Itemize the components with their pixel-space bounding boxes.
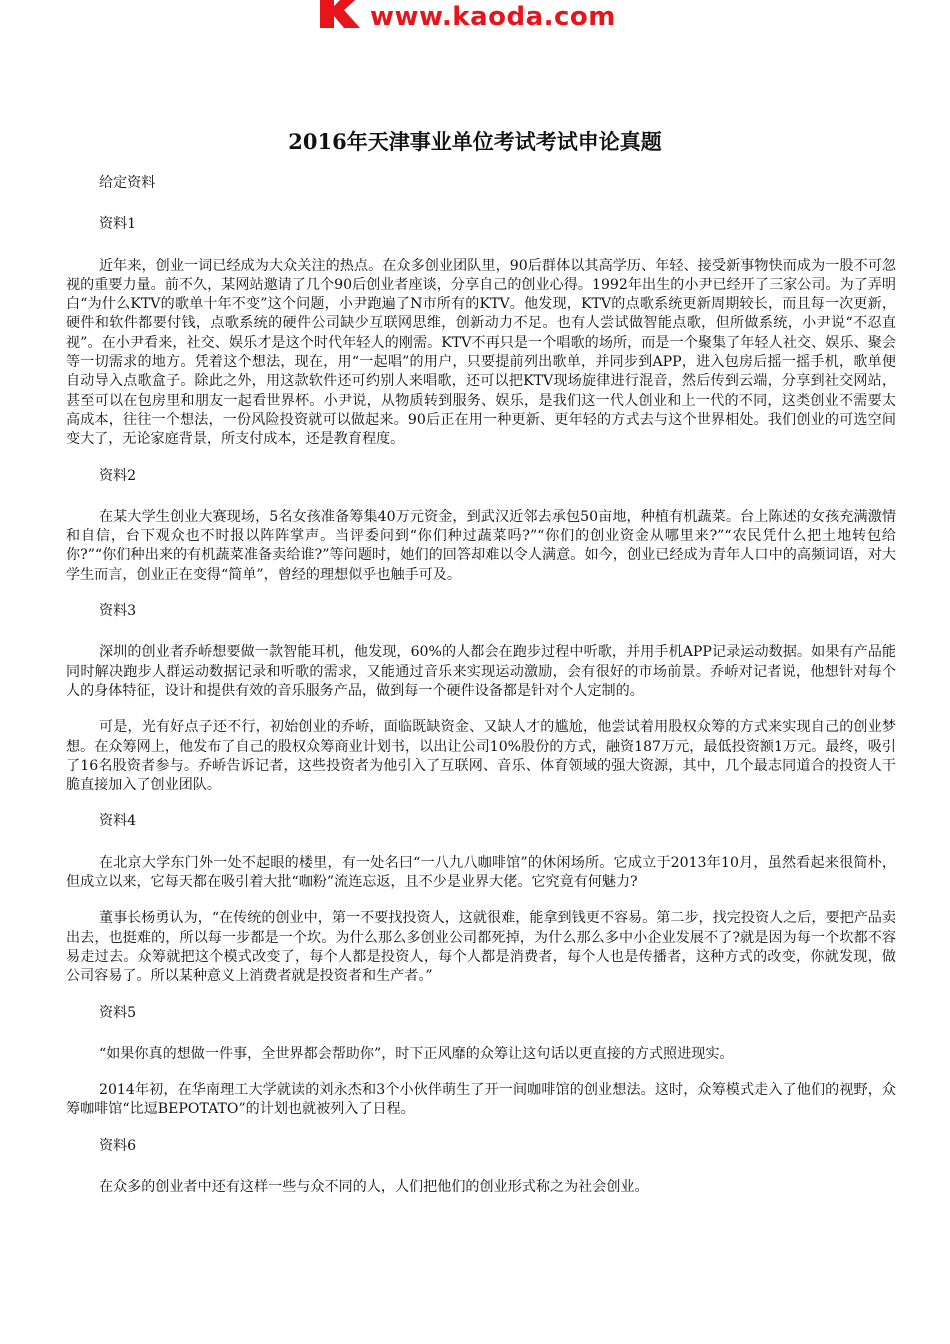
- logo-url-text: www.kaoda.com: [370, 2, 616, 32]
- section-label: 给定资料: [99, 175, 156, 191]
- body-paragraph: 在某大学生创业大赛现场，5名女孩准备筹集40万元资金，到武汉近邻去承包50亩地，种植有机蔬菜。台上陈述的女孩充满激情和自信，台下观众也不时报以阵阵掌声。当评委问到“你们种过蔬菜吗?”“你们的创业资金从哪里来?”“农民凭什么把土地转包给你?”“你们种出来的有机蔬菜准备卖给谁?”等问题时，她们的回答却难以令人满意。如今，创业已经成为青年人口中的高频词语，对大学生而言，创业正在变得“简单”，曾经的理想似乎也触手可及。: [66, 508, 896, 583]
- section-label: 资料4: [99, 813, 137, 830]
- section-label: 资料6: [99, 1137, 137, 1154]
- section-label: 资料2: [99, 467, 137, 484]
- body-paragraph: 在众多的创业者中还有这样一些与众不同的人，人们把他们的创业形式称之为社会创业。: [99, 1178, 649, 1195]
- body-paragraph: 董事长杨勇认为，“在传统的创业中，第一不要找投资人，这就很难，能拿到钱更不容易。第二步，找完投资人之后，要把产品卖出去，也挺难的，所以每一步都是一个坎。为什么那么多创业公司都死掉，为什么那么多中小企业发展不了?就是因为每一个坎都不容易走过去。众筹就把这个模式改变了，每个人都是投资人，每个人都是消费者，每个人也是传播者，这种方式的改变，你就发现，做公司容易了。所以某种意义上消费者就是投资者和生产者。”: [66, 910, 896, 985]
- kaoda-logo-icon: [318, 0, 374, 28]
- body-paragraph: 深圳的创业者乔峤想要做一款智能耳机，他发现，60%的人都会在跑步过程中听歌，并用手机APP记录运动数据。如果有产品能同时解决跑步人群运动数据记录和听歌的需求，又能通过音乐来实现运动激励，会有很好的市场前景。乔峤对记者说，他想针对每个人的身体特征，设计和提供有效的音乐服务产品，做到每一个硬件设备都是针对个人定制的。: [66, 644, 896, 699]
- body-paragraph: 2014年初，在华南理工大学就读的刘永杰和3个小伙伴萌生了开一间咖啡馆的创业想法。这时，众筹模式走入了他们的视野，众筹咖啡馆“比逗BEPOTATO”的计划也就被列入了日程。: [66, 1082, 896, 1118]
- body-paragraph: 近年来，创业一词已经成为大众关注的热点。在众多创业团队里，90后群体以其高学历、年轻、接受新事物快而成为一股不可忽视的重要力量。前不久，某网站邀请了几个90后创业者座谈，分享自己的创业心得。1992年出生的小尹已经开了三家公司。为了弄明白“为什么KTV的歌单十年不变”这个问题，小尹跑遍了N市所有的KTV。他发现，KTV的点歌系统更新周期较长，而且每一次更新，硬件和软件都要付钱，点歌系统的硬件公司缺少互联网思维，创新动力不足。也有人尝试做智能点歌，但所做系统，小尹说“不忍直视”。在小尹看来，社交、娱乐才是这个时代年轻人的刚需。KTV不再只是一个唱歌的场所，而是一个聚集了年轻人社交、娱乐、聚会等一切需求的地方。凭着这个想法，现在，用“一起唱”的用户，只要提前列出歌单，并同步到APP，进入包房后摇一摇手机，歌单便自动导入点歌盒子。除此之外，用这款软件还可约别人来唱歌，还可以把KTV现场旋律进行混音，然后传到云端，分享到社交网站，甚至可以在包房里和朋友一起看世界杯。小尹说，从物质转到服务、娱乐，是我们这一代人创业和上一代的不同，这类创业不需要太高成本，往往一个想法，一份风险投资就可以做起来。90后正在用一种更新、更年轻的方式去与这个世界相处。我们创业的可选空间变大了，无论家庭背景，所支付成本，还是教育程度。: [66, 257, 896, 448]
- site-logo[interactable]: [318, 0, 648, 38]
- section-label: 资料1: [99, 216, 137, 233]
- body-paragraph: 在北京大学东门外一处不起眼的楼里，有一处名曰“一八九八咖啡馆”的休闲场所。它成立于2013年10月，虽然看起来很简朴，但成立以来，它每天都在吸引着大批“咖粉”流连忘返，且不少是业界大佬。它究竟有何魅力?: [66, 854, 896, 891]
- document-body: [66, 174, 896, 1214]
- body-paragraph: 可是，光有好点子还不行，初始创业的乔峤，面临既缺资金、又缺人才的尴尬，他尝试着用股权众筹的方式来实现自己的创业梦想。在众筹网上，他发布了自己的股权众筹商业计划书，以出让公司10%股份的方式，融资187万元，最低投资额1万元。最终，吸引了16名股资者参与。乔峤告诉记者，这些投资者为他引入了互联网、音乐、体育领域的强大资源，其中，几个最志同道合的投资人干脆直接加入了创业团队。: [66, 719, 896, 794]
- document-title: 2016年天津事业单位考试考试申论真题: [288, 129, 662, 154]
- body-paragraph: “如果你真的想做一件事，全世界都会帮助你”，时下正风靡的众筹让这句话以更直接的方式照进现实。: [99, 1045, 734, 1062]
- section-label: 资料3: [99, 603, 137, 620]
- section-label: 资料5: [99, 1004, 137, 1021]
